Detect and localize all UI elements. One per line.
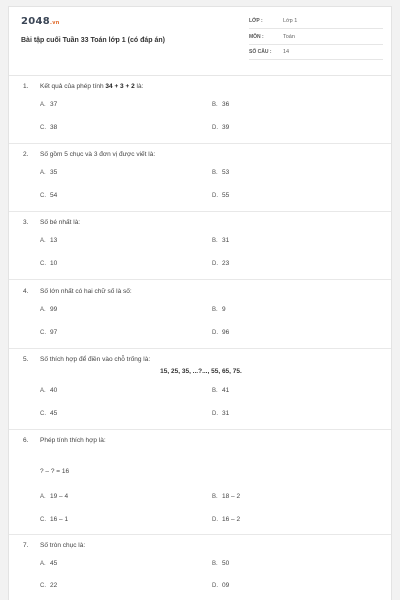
option-b[interactable]: B. 53: [212, 169, 230, 176]
option-a[interactable]: A. 45: [40, 560, 58, 567]
option-a[interactable]: A. 37: [40, 101, 58, 108]
meta-question-count: [249, 48, 383, 60]
meta-value: Toán: [283, 34, 295, 40]
question-divider: [9, 429, 392, 430]
question-number: 3.: [23, 219, 29, 226]
math-expression: ? – ? = 16: [40, 468, 70, 475]
question-number: 1.: [23, 83, 29, 90]
question-number: 2.: [23, 151, 29, 158]
question-text: Số lớn nhất có hai chữ số là số:: [40, 288, 132, 295]
worksheet-title: Bài tập cuối Tuần 33 Toán lớp 1 (có đáp án): [21, 37, 165, 44]
option-a[interactable]: A. 99: [40, 306, 58, 313]
question-text: Phép tính thích hợp là:: [40, 437, 106, 444]
meta-subject: [249, 33, 383, 45]
site-logo[interactable]: [21, 16, 60, 27]
question-text: Số gồm 5 chục và 3 đơn vị được viết là:: [40, 151, 156, 158]
question-divider: [9, 348, 392, 349]
question-text: Kết quả của phép tính 34 + 3 + 2 là:: [40, 83, 144, 90]
meta-label: MÔN :: [249, 34, 264, 40]
question-number: 4.: [23, 288, 29, 295]
option-d[interactable]: D. 55: [212, 192, 230, 199]
option-b[interactable]: B. 36: [212, 101, 230, 108]
option-c[interactable]: C. 22: [40, 582, 58, 589]
question-expression: 34 + 3 + 2: [105, 83, 135, 90]
option-b[interactable]: B. 9: [212, 306, 226, 313]
option-d[interactable]: D. 31: [212, 410, 230, 417]
question-divider: [9, 211, 392, 212]
question-number: 5.: [23, 356, 29, 363]
question-number: 6.: [23, 437, 29, 444]
option-d[interactable]: D. 09: [212, 582, 230, 589]
question-text: Số bé nhất là:: [40, 219, 81, 226]
question-text: Số tròn chục là:: [40, 542, 86, 549]
header-divider: [9, 75, 392, 76]
meta-label: SỐ CÂU :: [249, 49, 272, 55]
option-d[interactable]: D. 23: [212, 260, 230, 267]
option-c[interactable]: C. 10: [40, 260, 58, 267]
logo-text: 2048: [21, 16, 51, 27]
question-divider: [9, 143, 392, 144]
option-d[interactable]: D. 96: [212, 329, 230, 336]
question-number: 7.: [23, 542, 29, 549]
question-divider: [9, 534, 392, 535]
option-b[interactable]: B. 18 – 2: [212, 493, 241, 500]
number-sequence: 15, 25, 35, ...?..., 55, 65, 75.: [160, 368, 242, 375]
option-c[interactable]: C. 38: [40, 124, 58, 131]
meta-value: Lớp 1: [283, 18, 298, 24]
worksheet-header: [9, 7, 392, 69]
option-c[interactable]: C. 45: [40, 410, 58, 417]
option-d[interactable]: D. 39: [212, 124, 230, 131]
question-text: Số thích hợp để điền vào chỗ trống là:: [40, 356, 151, 363]
option-b[interactable]: B. 41: [212, 387, 230, 394]
option-a[interactable]: A. 19 – 4: [40, 493, 69, 500]
meta-grade: [249, 17, 383, 29]
option-c[interactable]: C. 16 – 1: [40, 516, 69, 523]
meta-label: LỚP :: [249, 18, 263, 24]
option-b[interactable]: B. 31: [212, 237, 230, 244]
logo-suffix: .vn: [50, 20, 60, 26]
option-a[interactable]: A. 13: [40, 237, 58, 244]
option-a[interactable]: A. 35: [40, 169, 58, 176]
option-c[interactable]: C. 97: [40, 329, 58, 336]
question-divider: [9, 279, 392, 280]
option-d[interactable]: D. 16 – 2: [212, 516, 241, 523]
worksheet-page: [8, 6, 392, 600]
option-b[interactable]: B. 50: [212, 560, 230, 567]
option-c[interactable]: C. 54: [40, 192, 58, 199]
meta-value: 14: [283, 49, 290, 55]
option-a[interactable]: A. 40: [40, 387, 58, 394]
